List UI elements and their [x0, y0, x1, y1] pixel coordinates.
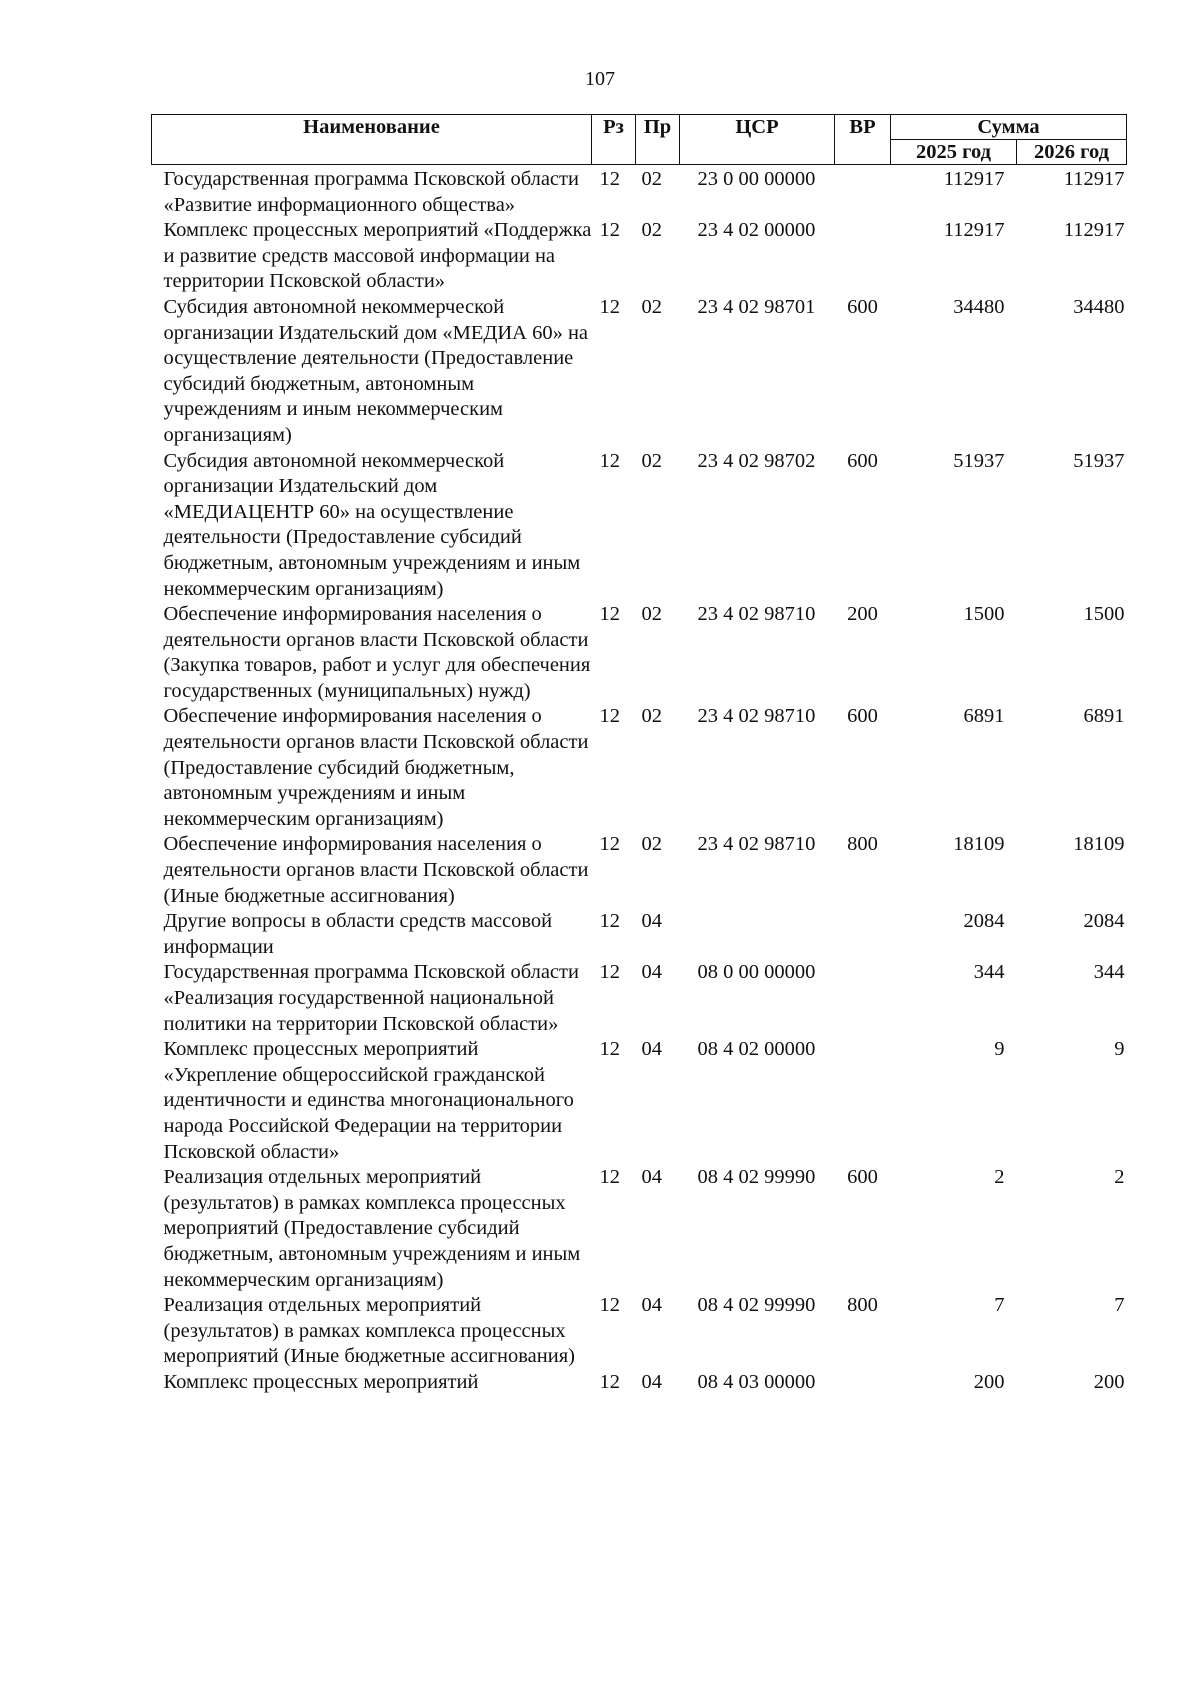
row-sum-2025: 2084	[963, 910, 1005, 933]
row-csr: 23 4 02 98710	[697, 603, 816, 626]
row-pr: 02	[641, 449, 662, 472]
row-sum-2026: 34480	[1073, 295, 1125, 318]
row-csr: 23 4 02 98701	[697, 295, 816, 318]
row-csr: 23 4 02 98710	[697, 833, 816, 856]
row-sum-2025: 51937	[953, 449, 1005, 472]
table-row	[152, 909, 1127, 960]
row-vr: 200	[847, 603, 878, 626]
row-vr	[835, 960, 891, 1037]
table-row	[152, 165, 1127, 219]
row-pr: 04	[641, 1038, 662, 1061]
row-rz: 12	[599, 1294, 620, 1317]
table-row	[152, 832, 1127, 909]
row-csr: 08 4 03 00000	[697, 1370, 816, 1393]
row-sum-2025: 7	[994, 1294, 1005, 1317]
header-name: Наименование	[152, 115, 592, 165]
row-vr: 800	[847, 1294, 878, 1317]
table-row	[152, 602, 1127, 704]
row-name: Государственная программа Псковской области «Развитие информационного общества»	[163, 168, 579, 216]
row-sum-2026: 6891	[1083, 705, 1125, 728]
budget-table	[151, 114, 1127, 1396]
row-rz: 12	[599, 295, 620, 318]
row-pr: 04	[641, 1166, 662, 1189]
table-row	[152, 218, 1127, 295]
row-sum-2026: 112917	[1063, 219, 1125, 242]
header-pr: Пр	[636, 115, 680, 165]
row-pr: 02	[641, 219, 662, 242]
row-csr	[680, 909, 835, 960]
header-sum: Сумма	[891, 115, 1127, 140]
row-sum-2026: 112917	[1063, 168, 1125, 190]
row-pr: 04	[641, 910, 662, 933]
row-sum-2025: 34480	[953, 295, 1005, 318]
row-rz: 12	[599, 833, 620, 856]
row-name: Комплекс процессных мероприятий «Поддержка и развитие средств массовой информации на территории Псковской области»	[163, 219, 592, 293]
table-row	[152, 704, 1127, 832]
row-sum-2026: 2084	[1083, 910, 1125, 933]
table-row	[152, 1165, 1127, 1293]
row-name: Обеспечение информирования населения о деятельности органов власти Псковской области (Закупка товаров, работ и услуг для обеспечения государственных (муниципальных) нужд)	[163, 603, 591, 702]
row-vr: 600	[847, 295, 878, 318]
row-pr: 04	[641, 1370, 662, 1393]
table-row	[152, 1370, 1127, 1396]
row-rz: 12	[599, 961, 620, 984]
table-row	[152, 449, 1127, 603]
row-rz: 12	[599, 1038, 620, 1061]
row-rz: 12	[599, 449, 620, 472]
header-csr: ЦСР	[680, 115, 835, 165]
header-rz: Рз	[592, 115, 636, 165]
row-csr: 08 0 00 00000	[697, 961, 816, 984]
header-vr: ВР	[835, 115, 891, 165]
table-body	[152, 165, 1127, 1396]
row-name: Субсидия автономной некоммерческой организации Издательский дом «МЕДИА 60» на осуществление деятельности (Предоставление субсидий бюджетным, автономным учреждениям и иным некоммерческим организациям)	[163, 295, 589, 446]
row-rz: 12	[599, 603, 620, 626]
row-sum-2026: 2	[1114, 1166, 1125, 1189]
row-csr: 23 4 02 98710	[697, 705, 816, 728]
row-sum-2026: 344	[1093, 961, 1125, 984]
row-vr: 600	[847, 1166, 878, 1189]
row-rz: 12	[599, 168, 620, 190]
table-row	[152, 1293, 1127, 1370]
row-csr: 08 4 02 99990	[697, 1294, 816, 1317]
row-pr: 02	[641, 833, 662, 856]
row-name: Обеспечение информирования населения о деятельности органов власти Псковской области (Иные бюджетные ассигнования)	[163, 833, 589, 907]
row-sum-2026: 200	[1093, 1370, 1125, 1393]
page-number: 107	[585, 68, 615, 90]
table-header	[152, 115, 1127, 165]
header-year-2025: 2025 год	[891, 140, 1017, 165]
row-sum-2025: 200	[973, 1370, 1005, 1393]
row-vr: 800	[847, 833, 878, 856]
row-pr: 02	[641, 705, 662, 728]
row-sum-2025: 9	[994, 1038, 1005, 1061]
row-name: Реализация отдельных мероприятий (результатов) в рамках комплекса процессных мероприятий (Иные бюджетные ассигнования)	[163, 1294, 575, 1368]
row-vr	[835, 1037, 891, 1165]
row-pr: 04	[641, 1294, 662, 1317]
row-csr: 23 4 02 00000	[697, 219, 816, 242]
row-vr	[835, 218, 891, 295]
row-sum-2025: 1500	[963, 603, 1005, 626]
row-rz: 12	[599, 1370, 620, 1393]
row-rz: 12	[599, 219, 620, 242]
row-vr	[835, 909, 891, 960]
row-name: Субсидия автономной некоммерческой организации Издательский дом «МЕДИАЦЕНТР 60» на осуществление деятельности (Предоставление субсидий бюджетным, автономным учреждениям и иным некоммерческим организациям)	[163, 449, 581, 600]
row-sum-2026: 7	[1114, 1294, 1125, 1317]
row-sum-2025: 344	[973, 961, 1005, 984]
row-vr	[835, 1370, 891, 1396]
row-csr: 23 4 02 98702	[697, 449, 816, 472]
row-name: Обеспечение информирования населения о деятельности органов власти Псковской области (Предоставление субсидий бюджетным, автономным учреждениям и иным некоммерческим организациям)	[163, 705, 589, 830]
row-sum-2026: 1500	[1083, 603, 1125, 626]
row-csr: 23 0 00 00000	[697, 168, 816, 190]
row-sum-2026: 18109	[1073, 833, 1125, 856]
row-sum-2025: 2	[994, 1166, 1005, 1189]
row-pr: 04	[641, 961, 662, 984]
row-sum-2026: 9	[1114, 1038, 1125, 1061]
row-rz: 12	[599, 910, 620, 933]
row-sum-2025: 112917	[943, 168, 1005, 190]
row-name: Государственная программа Псковской области «Реализация государственной национальной политики на территории Псковской области»	[163, 961, 579, 1035]
row-vr	[835, 165, 891, 219]
row-csr: 08 4 02 00000	[697, 1038, 816, 1061]
table-row	[152, 960, 1127, 1037]
row-pr: 02	[641, 295, 662, 318]
row-pr: 02	[641, 603, 662, 626]
row-name: Комплекс процессных мероприятий	[163, 1370, 479, 1393]
table-row	[152, 1037, 1127, 1165]
row-sum-2025: 112917	[943, 219, 1005, 242]
row-sum-2026: 51937	[1073, 449, 1125, 472]
row-pr: 02	[641, 168, 662, 190]
row-name: Другие вопросы в области средств массовой информации	[163, 910, 553, 958]
row-sum-2025: 18109	[953, 833, 1005, 856]
row-rz: 12	[599, 705, 620, 728]
row-vr: 600	[847, 705, 878, 728]
row-name: Комплекс процессных мероприятий «Укрепление общероссийской гражданской идентичности и единства многонационального народа Российской Федерации на территории Псковской области»	[163, 1038, 574, 1163]
row-csr: 08 4 02 99990	[697, 1166, 816, 1189]
row-name: Реализация отдельных мероприятий (результатов) в рамках комплекса процессных мероприятий (Предоставление субсидий бюджетным, автономным учреждениям и иным некоммерческим организациям)	[163, 1166, 581, 1291]
row-rz: 12	[599, 1166, 620, 1189]
row-vr: 600	[847, 449, 878, 472]
row-sum-2025: 6891	[963, 705, 1005, 728]
table-row	[152, 295, 1127, 449]
header-year-2026: 2026 год	[1017, 140, 1127, 165]
